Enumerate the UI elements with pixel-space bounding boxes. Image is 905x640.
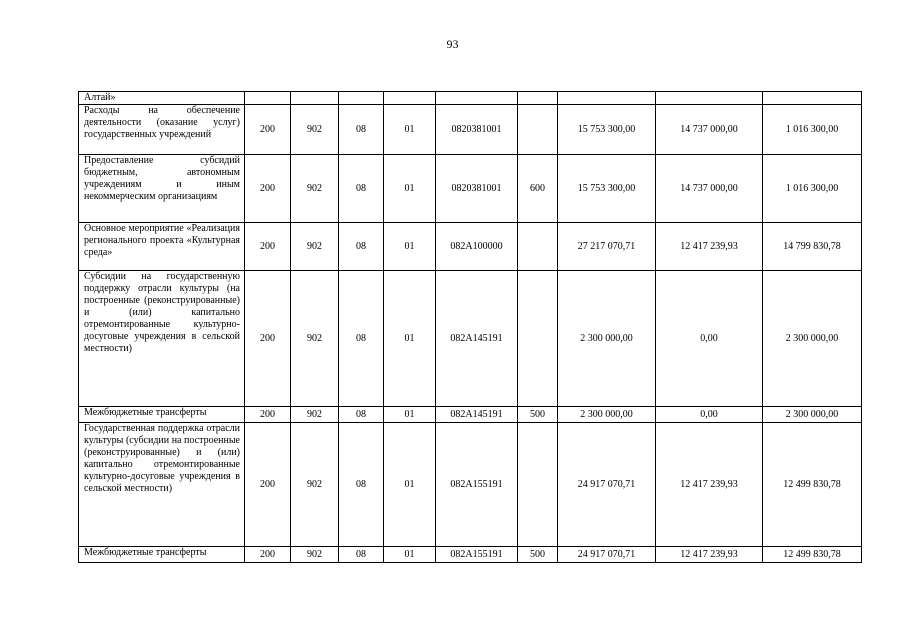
cell-target-code: 0820381001: [436, 105, 518, 155]
cell-rz: 200: [245, 271, 291, 407]
cell-target-code: 082A100000: [436, 223, 518, 271]
cell-rz: 200: [245, 547, 291, 563]
cell-section: 08: [339, 271, 384, 407]
cell-amount-1: 12 417 239,93: [656, 223, 763, 271]
cell-rz: 200: [245, 105, 291, 155]
cell-amount-2: [763, 92, 862, 105]
cell-target-code: 082A145191: [436, 271, 518, 407]
cell-expense-type: [518, 271, 558, 407]
cell-rz: 200: [245, 223, 291, 271]
cell-expense-type: [518, 423, 558, 547]
cell-amount-2: 1 016 300,00: [763, 105, 862, 155]
cell-amount-2: 2 300 000,00: [763, 407, 862, 423]
cell-amount-2: 1 016 300,00: [763, 155, 862, 223]
cell-amount-1: 12 417 239,93: [656, 547, 763, 563]
cell-rz: 200: [245, 155, 291, 223]
table-row: [79, 407, 862, 423]
cell-expense-type: 500: [518, 407, 558, 423]
cell-target-code: 082A155191: [436, 547, 518, 563]
cell-amount-2: 12 499 830,78: [763, 547, 862, 563]
cell-subsection: 01: [384, 547, 436, 563]
cell-total: 15 753 300,00: [558, 155, 656, 223]
cell-subsection: 01: [384, 155, 436, 223]
table-row: [79, 547, 862, 563]
cell-expense-type: 600: [518, 155, 558, 223]
cell-subsection: 01: [384, 105, 436, 155]
cell-expense-type: [518, 92, 558, 105]
cell-total: 2 300 000,00: [558, 407, 656, 423]
cell-grbs: 902: [291, 105, 339, 155]
cell-section: 08: [339, 423, 384, 547]
cell-subsection: 01: [384, 271, 436, 407]
cell-amount-2: 14 799 830,78: [763, 223, 862, 271]
cell-target-code: [436, 92, 518, 105]
cell-rz: 200: [245, 407, 291, 423]
cell-total: 27 217 070,71: [558, 223, 656, 271]
row-name: Основное мероприятие «Реализация регионального проекта «Культурная среда»: [79, 223, 245, 271]
cell-grbs: 902: [291, 423, 339, 547]
cell-expense-type: 500: [518, 547, 558, 563]
row-name: Алтай»: [79, 92, 245, 105]
cell-amount-1: 0,00: [656, 407, 763, 423]
cell-total: 2 300 000,00: [558, 271, 656, 407]
table-row: [79, 271, 862, 407]
cell-amount-1: 0,00: [656, 271, 763, 407]
row-name: Государственная поддержка отрасли культуры (субсидии на построенные (реконструированные) и (или) капитально отремонтированные культурно-досуговые учреждения в сельской местности): [79, 423, 245, 547]
cell-target-code: 082A155191: [436, 423, 518, 547]
cell-amount-2: 12 499 830,78: [763, 423, 862, 547]
cell-total: 24 917 070,71: [558, 423, 656, 547]
cell-amount-1: 14 737 000,00: [656, 155, 763, 223]
cell-subsection: 01: [384, 223, 436, 271]
cell-grbs: 902: [291, 271, 339, 407]
cell-section: 08: [339, 407, 384, 423]
cell-total: [558, 92, 656, 105]
table-row: [79, 92, 862, 105]
table-row: [79, 423, 862, 547]
cell-grbs: [291, 92, 339, 105]
cell-grbs: 902: [291, 407, 339, 423]
cell-rz: 200: [245, 423, 291, 547]
row-name: Расходы на обеспечение деятельности (оказание услуг) государственных учреждений: [79, 105, 245, 155]
cell-grbs: 902: [291, 223, 339, 271]
cell-amount-1: 14 737 000,00: [656, 105, 763, 155]
cell-grbs: 902: [291, 547, 339, 563]
cell-subsection: [384, 92, 436, 105]
cell-total: 15 753 300,00: [558, 105, 656, 155]
cell-amount-1: [656, 92, 763, 105]
cell-total: 24 917 070,71: [558, 547, 656, 563]
row-name: Предоставление субсидий бюджетным, автономным учреждениям и иным некоммерческим организациям: [79, 155, 245, 223]
cell-expense-type: [518, 105, 558, 155]
budget-table: [78, 91, 862, 563]
cell-section: 08: [339, 105, 384, 155]
row-name: Субсидии на государственную поддержку отрасли культуры (на построенные (реконструированные) и (или) капитально отремонтированные культурно-досуговые учреждения в сельской местности): [79, 271, 245, 407]
cell-section: [339, 92, 384, 105]
cell-grbs: 902: [291, 155, 339, 223]
cell-section: 08: [339, 155, 384, 223]
table-row: [79, 223, 862, 271]
page-number: 93: [446, 37, 459, 51]
cell-amount-2: 2 300 000,00: [763, 271, 862, 407]
cell-subsection: 01: [384, 423, 436, 547]
cell-expense-type: [518, 223, 558, 271]
cell-target-code: 0820381001: [436, 155, 518, 223]
table-row: [79, 155, 862, 223]
cell-rz: [245, 92, 291, 105]
cell-section: 08: [339, 223, 384, 271]
row-name: Межбюджетные трансферты: [79, 547, 245, 563]
table-row: [79, 105, 862, 155]
row-name: Межбюджетные трансферты: [79, 407, 245, 423]
cell-section: 08: [339, 547, 384, 563]
cell-amount-1: 12 417 239,93: [656, 423, 763, 547]
cell-target-code: 082A145191: [436, 407, 518, 423]
cell-subsection: 01: [384, 407, 436, 423]
